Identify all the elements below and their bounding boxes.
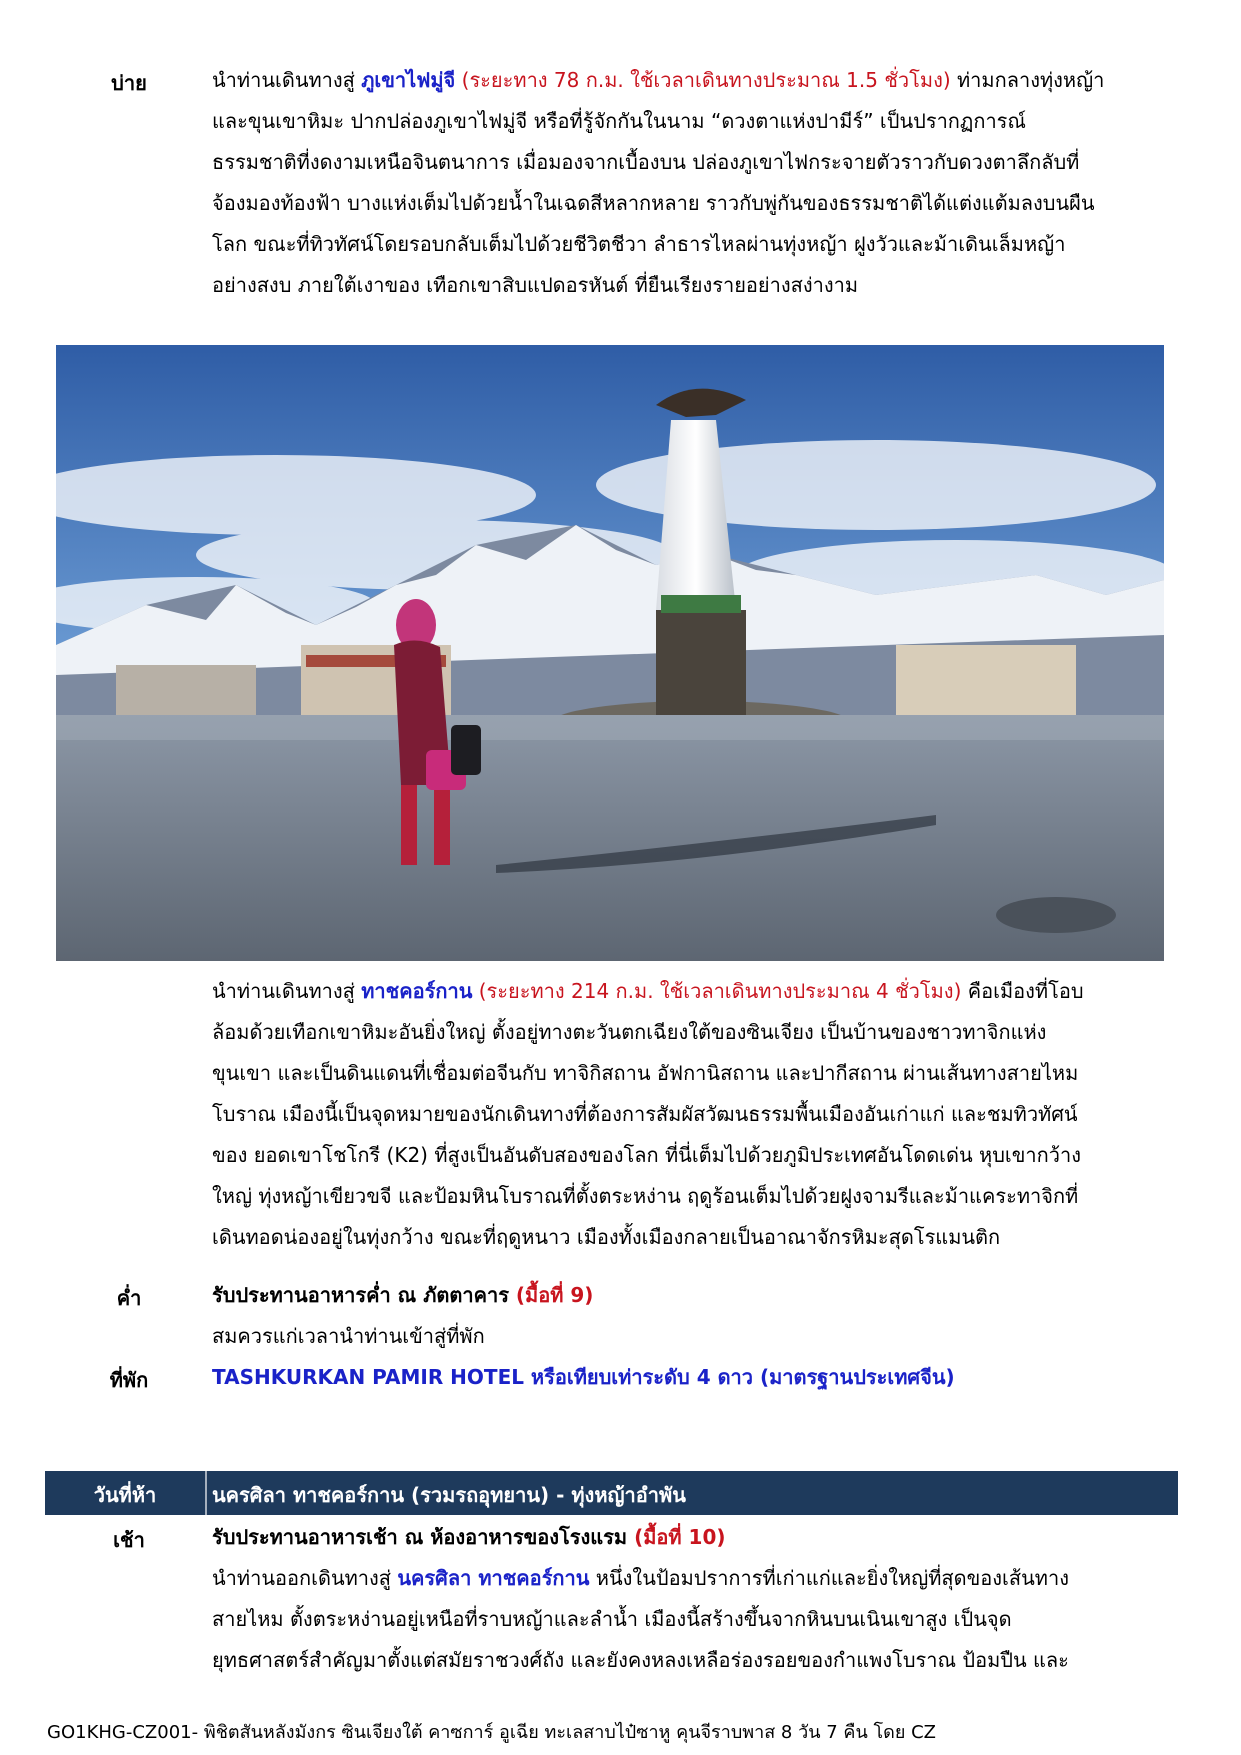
tashkurgan-line: ใหญ่ ทุ่งหญ้าเขียวขจี และป้อมหินโบราณที่ตั้งตระหง่าน ฤดูร้อนเต็มไปด้วยฝูงจามรีและม้าแคระทาจิกที่ <box>212 1184 1079 1208</box>
hotel-name: TASHKURKAN PAMIR HOTEL หรือเทียบเท่าระดับ 4 ดาว (มาตรฐานประเทศจีน) <box>212 1365 955 1389</box>
day5-header-band <box>45 1471 1178 1515</box>
tashkurgan-link: ทาชคอร์กาน <box>361 979 473 1003</box>
breakfast-text: รับประทานอาหารเช้า ณ ห้องอาหารของโรงแรม <box>212 1525 635 1549</box>
stonecity-intro: นำท่านออกเดินทางสู่ <box>212 1566 398 1590</box>
afternoon-intro: นำท่านเดินทางสู่ <box>212 68 362 92</box>
dinner-label: ค่ำ <box>116 1286 142 1310</box>
afternoon-label: บ่าย <box>111 71 147 95</box>
breakfast-meal-number: (มื้อที่ 10) <box>634 1525 726 1549</box>
afternoon-distance-info: (ระยะทาง 78 ก.ม. ใช้เวลาเดินทางประมาณ 1.5 ชั่วโมง) <box>455 68 957 92</box>
tashkurgan-line: เดินทอดน่องอยู่ในทุ่งกว้าง ขณะที่ฤดูหนาว เมืองทั้งเมืองกลายเป็นอาณาจักรหิมะสุดโรแมนติก <box>212 1225 1001 1249</box>
dinner-block <box>212 1275 1172 1357</box>
hotel-label: ที่พัก <box>109 1368 149 1392</box>
day5-label: วันที่ห้า <box>93 1483 157 1507</box>
stonecity-line-1 <box>212 1558 1172 1599</box>
tashkurgan-distance-info: (ระยะทาง 214 ก.ม. ใช้เวลาเดินทางประมาณ 4 ชั่วโมง) <box>472 979 968 1003</box>
stonecity-line: ยุทธศาสตร์สำคัญมาตั้งแต่สมัยราชวงศ์ถัง และยังคงหลงเหลือร่องรอยของกำแพงโบราณ ป้อมปืน และ <box>212 1648 1069 1672</box>
tashkurgan-line: ล้อมด้วยเทือกเขาหิมะอันยิ่งใหญ่ ตั้งอยู่ทางตะวันตกเฉียงใต้ของซินเจียง เป็นบ้านของชาวทาจิกแห่ง <box>212 1020 1047 1044</box>
afternoon-line1-tail: ท่ามกลางทุ่งหญ้า <box>957 68 1105 92</box>
page-footer: GO1KHG-CZ001- พิชิตสันหลังมังกร ซินเจียงใต้ คาซการ์ อูเฉีย ทะเลสาบไป๋ซาหู คุนจีราบพาส 8 วัน 7 คืน โดย CZ <box>47 1722 936 1743</box>
tashkurgan-line1-tail: คือเมืองที่โอบ <box>967 979 1084 1003</box>
mount-muji-link: ภูเขาไฟมู่จี <box>361 68 456 92</box>
dinner-text: รับประทานอาหารค่ำ ณ ภัตตาคาร <box>212 1283 516 1307</box>
tashkurgan-line: ขุนเขา และเป็นดินแดนที่เชื่อมต่อจีนกับ ทาจิกิสถาน อัฟกานิสถาน และปากีสถาน ผ่านเส้นทางสายไหม <box>212 1061 1079 1085</box>
photo-illustration <box>56 345 1164 961</box>
stone-city-link: นครศิลา ทาชคอร์กาน <box>397 1566 590 1590</box>
tashkurgan-line: ของ ยอดเขาโชโกรี (K2) ที่สูงเป็นอันดับสองของโลก ที่นี่เต็มไปด้วยภูมิประเทศอันโดดเด่น หุบเขากว้าง <box>212 1143 1081 1167</box>
tashkurgan-line-1 <box>212 971 1172 1012</box>
afternoon-line: และขุนเขาหิมะ ปากปล่องภูเขาไฟมู่จี หรือที่รู้จักกันในนาม “ดวงตาแห่งปามีร์” เป็นปรากฏการณ์ <box>212 109 1026 133</box>
afternoon-paragraph <box>212 60 1172 306</box>
stonecity-line1-tail: หนึ่งในป้อมปราการที่เก่าแก่และยิ่งใหญ่ที่สุดของเส้นทาง <box>589 1566 1069 1590</box>
tashkurgan-paragraph <box>212 971 1172 1258</box>
afternoon-line-1 <box>212 60 1172 101</box>
dinner-meal-number: (มื้อที่ 9) <box>515 1283 594 1307</box>
day5-title: นครศิลา ทาชคอร์กาน (รวมรถอุทยาน) - ทุ่งหญ้าอำพัน <box>212 1483 686 1507</box>
afternoon-line: จ้องมองท้องฟ้า บางแห่งเต็มไปด้วยน้ำในเฉดสีหลากหลาย ราวกับพู่กันของธรรมชาติได้แต่งแต้มลงบนผืน <box>212 191 1095 215</box>
band-divider <box>205 1471 207 1515</box>
breakfast-block <box>212 1517 1172 1558</box>
dinner-line <box>212 1275 1172 1316</box>
hotel-block <box>212 1357 1172 1398</box>
dinner-note: สมควรแก่เวลานำท่านเข้าสู่ที่พัก <box>212 1324 485 1348</box>
tashkurgan-eagle-monument-photo <box>56 345 1164 961</box>
afternoon-line: โลก ขณะที่ทิวทัศน์โดยรอบกลับเต็มไปด้วยชีวิตชีวา ลำธารไหลผ่านทุ่งหญ้า ฝูงวัวและม้าเดินเล็มหญ้า <box>212 232 1066 256</box>
tashkurgan-line: โบราณ เมืองนี้เป็นจุดหมายของนักเดินทางที่ต้องการสัมผัสวัฒนธรรมพื้นเมืองอันเก่าแก่ และชมทิวทัศน์ <box>212 1102 1078 1126</box>
breakfast-line <box>212 1517 1172 1558</box>
breakfast-label: เช้า <box>113 1528 145 1552</box>
afternoon-line: อย่างสงบ ภายใต้เงาของ เทือกเขาสิบแปดอรหันต์ ที่ยืนเรียงรายอย่างสง่างาม <box>212 273 859 297</box>
stonecity-line: สายไหม ตั้งตระหง่านอยู่เหนือที่ราบหญ้าและลำน้ำ เมืองนี้สร้างขึ้นจากหินบนเนินเขาสูง เป็นจุด <box>212 1607 1012 1631</box>
tashkurgan-intro: นำท่านเดินทางสู่ <box>212 979 362 1003</box>
afternoon-line: ธรรมชาติที่งดงามเหนือจินตนาการ เมื่อมองจากเบื้องบน ปล่องภูเขาไฟกระจายตัวราวกับดวงตาลึกลับที่ <box>212 150 1080 174</box>
stonecity-paragraph <box>212 1558 1172 1681</box>
